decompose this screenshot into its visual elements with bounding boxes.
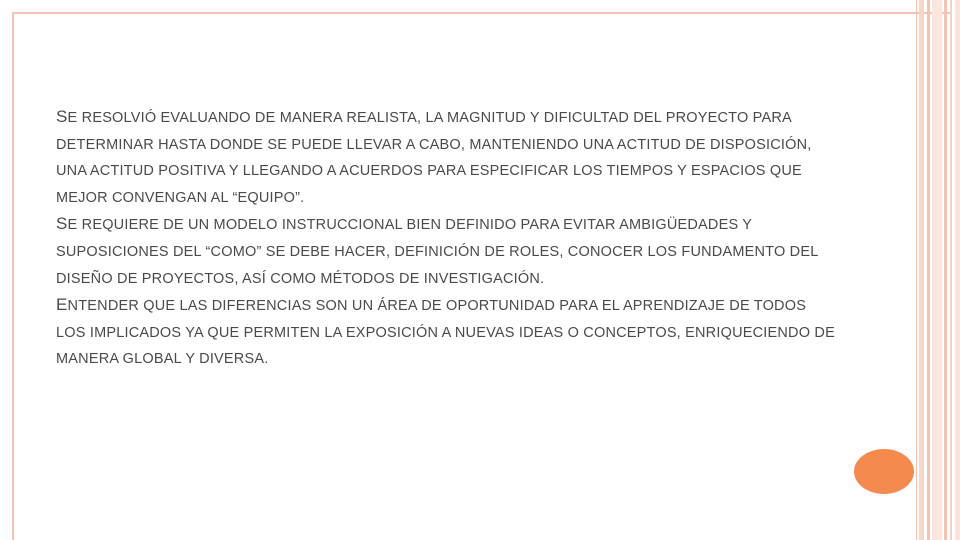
paragraph-lead-letter: S <box>56 214 68 234</box>
paragraph-text: E REQUIERE DE UN MODELO INSTRUCCIONAL BIEN DEFINIDO PARA EVITAR AMBIGÜEDADES Y SUPOSICIONES DEL “COMO” SE DEBE HACER, DEFINICIÓN DE ROLES, CONOCER LOS FUNDAMENTO DEL DISEÑO DE PROYECTOS, ASÍ COMO MÉTODOS DE INVESTIGACIÓN. <box>56 217 818 287</box>
paragraph-1 <box>56 104 836 211</box>
paragraph-lead-letter: E <box>56 295 68 315</box>
paragraph-text: NTENDER QUE LAS DIFERENCIAS SON UN ÁREA DE OPORTUNIDAD PARA EL APRENDIZAJE DE TODOS LOS IMPLICADOS YA QUE PERMITEN LA EXPOSICIÓN A NUEVAS IDEAS O CONCEPTOS, ENRIQUECIENDO DE MANERA GLOBAL Y DIVERSA. <box>56 298 835 368</box>
decorative-stripe <box>927 0 930 540</box>
decorative-stripe <box>916 0 917 540</box>
decorative-stripe <box>944 0 947 540</box>
paragraph-3 <box>56 292 836 373</box>
paragraph-text: E RESOLVIÓ EVALUANDO DE MANERA REALISTA, LA MAGNITUD Y DIFICULTAD DEL PROYECTO PARA DETERMINAR HASTA DONDE SE PUEDE LLEVAR A CABO, MANTENIENDO UNA ACTITUD DE DISPOSICIÓN, UNA ACTITUD POSITIVA Y LLEGANDO A ACUERDOS PARA ESPECIFICAR LOS TIEMPOS Y ESPACIOS QUE MEJOR CONVENGAN AL “EQUIPO”. <box>56 110 812 206</box>
decorative-stripe <box>950 0 952 540</box>
paragraph-2 <box>56 211 836 292</box>
slide-body <box>56 104 836 373</box>
paragraph-lead-letter: S <box>56 107 68 126</box>
decorative-stripe <box>932 0 942 540</box>
decorative-stripe <box>919 0 924 540</box>
decorative-stripe <box>955 0 960 540</box>
decorative-circle <box>854 449 914 494</box>
